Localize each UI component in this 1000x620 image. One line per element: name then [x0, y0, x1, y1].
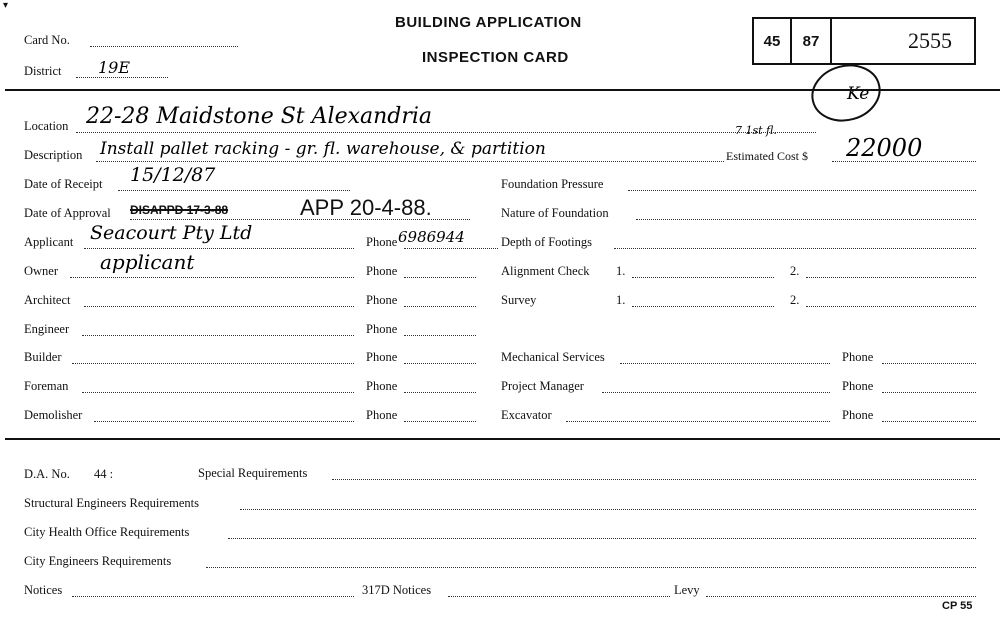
stamp-initials: Ke: [847, 84, 870, 104]
applicant-value: Seacourt Pty Ltd: [90, 222, 253, 244]
depth-of-footings-field[interactable]: [614, 248, 976, 249]
survey-num1: 1.: [616, 293, 626, 307]
demolisher-label: Demolisher: [24, 408, 83, 422]
project-manager-label: Project Manager: [501, 379, 584, 393]
date-of-approval-value: APP 20-4-88.: [300, 195, 432, 220]
description-value: Install pallet racking - gr. fl. warehouse, & partition: [100, 139, 546, 159]
owner-phone-field[interactable]: [404, 277, 476, 278]
owner-phone-label: Phone: [366, 264, 398, 278]
excavator-field[interactable]: [566, 421, 830, 422]
project-manager-phone-field[interactable]: [882, 392, 976, 393]
special-requirements-label: Special Requirements: [198, 466, 308, 480]
architect-phone-field[interactable]: [404, 306, 476, 307]
date-of-approval-struck: DISAPPD 17-3-88: [130, 203, 229, 217]
alignment-check-field-1[interactable]: [632, 277, 774, 278]
structural-engineers-label: Structural Engineers Requirements: [24, 496, 199, 510]
city-health-label: City Health Office Requirements: [24, 525, 190, 539]
card-title-line2: INSPECTION CARD: [422, 49, 569, 66]
survey-num2: 2.: [790, 293, 800, 307]
applicant-phone-value: 6986944: [398, 228, 465, 246]
city-engineers-field[interactable]: [206, 567, 976, 568]
builder-field[interactable]: [72, 363, 354, 364]
engineer-label: Engineer: [24, 322, 70, 336]
location-field[interactable]: [76, 132, 816, 133]
form-code: CP 55: [942, 600, 973, 612]
architect-label: Architect: [24, 293, 71, 307]
applicant-phone-field[interactable]: [404, 248, 498, 249]
da-no-label: D.A. No.: [24, 467, 70, 481]
notices-317d-field[interactable]: [448, 596, 670, 597]
project-manager-phone-label: Phone: [842, 379, 874, 393]
bottom-divider: [5, 438, 1000, 440]
date-of-approval-label: Date of Approval: [24, 206, 111, 220]
alignment-check-num1: 1.: [616, 264, 626, 278]
foreman-phone-label: Phone: [366, 379, 398, 393]
applicant-phone-label: Phone: [366, 235, 398, 249]
alignment-check-field-2[interactable]: [806, 277, 976, 278]
date-of-receipt-field[interactable]: [118, 190, 350, 191]
card-no-label: Card No.: [24, 33, 70, 47]
notices-label: Notices: [24, 583, 63, 597]
foundation-pressure-label: Foundation Pressure: [501, 177, 604, 191]
city-health-field[interactable]: [228, 538, 976, 539]
mechanical-services-label: Mechanical Services: [501, 350, 605, 364]
alignment-check-label: Alignment Check: [501, 264, 590, 278]
special-requirements-field[interactable]: [332, 479, 976, 480]
foundation-pressure-field[interactable]: [628, 190, 976, 191]
location-label: Location: [24, 119, 69, 133]
notices-field[interactable]: [72, 596, 354, 597]
owner-value: applicant: [100, 250, 195, 274]
corner-mark: ▾: [3, 0, 9, 11]
engineer-phone-label: Phone: [366, 322, 398, 336]
foreman-phone-field[interactable]: [404, 392, 476, 393]
location-value: 22-28 Maidstone St Alexandria: [86, 104, 433, 129]
district-value: 19E: [98, 58, 131, 77]
excavator-phone-field[interactable]: [882, 421, 976, 422]
engineer-phone-field[interactable]: [404, 335, 476, 336]
da-no-value: 44 :: [94, 467, 114, 481]
description-field[interactable]: [96, 161, 724, 162]
levy-field[interactable]: [706, 596, 976, 597]
owner-field[interactable]: [70, 277, 354, 278]
nature-of-foundation-label: Nature of Foundation: [501, 206, 609, 220]
foreman-field[interactable]: [82, 392, 354, 393]
description-note: 7 1st fl.: [735, 124, 777, 137]
estimated-cost-label: Estimated Cost $: [726, 149, 808, 163]
description-label: Description: [24, 148, 83, 162]
demolisher-phone-field[interactable]: [404, 421, 476, 422]
mechanical-services-field[interactable]: [620, 363, 830, 364]
applicant-label: Applicant: [24, 235, 74, 249]
survey-field-2[interactable]: [806, 306, 976, 307]
engineer-field[interactable]: [82, 335, 354, 336]
foreman-label: Foreman: [24, 379, 69, 393]
number-box-3: 2555: [830, 17, 976, 65]
owner-label: Owner: [24, 264, 59, 278]
demolisher-field[interactable]: [94, 421, 354, 422]
demolisher-phone-label: Phone: [366, 408, 398, 422]
city-engineers-label: City Engineers Requirements: [24, 554, 172, 568]
mechanical-services-phone-label: Phone: [842, 350, 874, 364]
architect-field[interactable]: [84, 306, 354, 307]
survey-field-1[interactable]: [632, 306, 774, 307]
levy-label: Levy: [674, 583, 700, 597]
builder-phone-label: Phone: [366, 350, 398, 364]
number-box-2: 87: [790, 17, 832, 65]
survey-label: Survey: [501, 293, 537, 307]
depth-of-footings-label: Depth of Footings: [501, 235, 592, 249]
top-divider: [5, 89, 1000, 91]
estimated-cost-value: 22000: [846, 134, 923, 162]
builder-label: Builder: [24, 350, 62, 364]
architect-phone-label: Phone: [366, 293, 398, 307]
date-of-receipt-value: 15/12/87: [130, 164, 216, 186]
district-field[interactable]: [76, 77, 168, 78]
notices-317d-label: 317D Notices: [362, 583, 432, 597]
applicant-field[interactable]: [84, 248, 354, 249]
builder-phone-field[interactable]: [404, 363, 476, 364]
nature-of-foundation-field[interactable]: [636, 219, 976, 220]
date-of-receipt-label: Date of Receipt: [24, 177, 103, 191]
district-label: District: [24, 64, 62, 78]
excavator-phone-label: Phone: [842, 408, 874, 422]
project-manager-field[interactable]: [602, 392, 830, 393]
excavator-label: Excavator: [501, 408, 552, 422]
number-box-1: 45: [752, 17, 792, 65]
structural-engineers-field[interactable]: [240, 509, 976, 510]
alignment-check-num2: 2.: [790, 264, 800, 278]
mechanical-services-phone-field[interactable]: [882, 363, 976, 364]
card-no-field[interactable]: [90, 46, 238, 47]
card-title-line1: BUILDING APPLICATION: [395, 14, 582, 31]
initials-stamp-icon: [808, 60, 884, 126]
